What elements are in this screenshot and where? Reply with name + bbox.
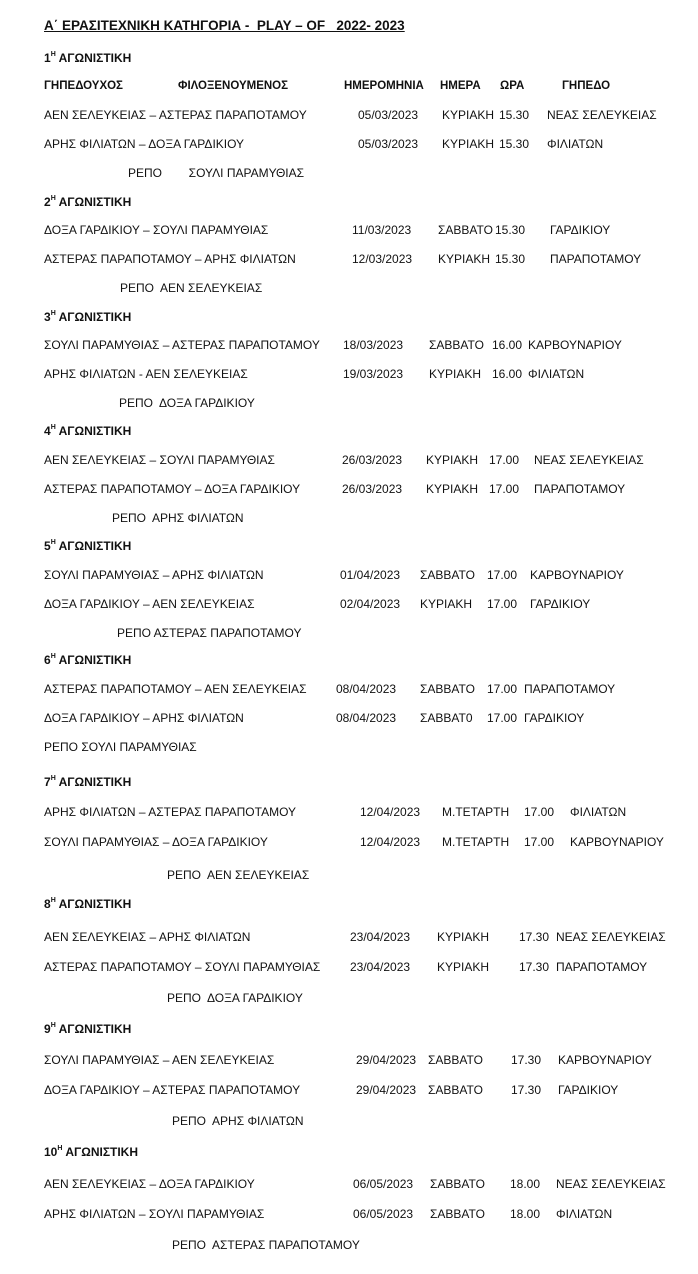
match-day: ΚΥΡΙΑΚΗ [429, 367, 482, 381]
match-stadium: ΓΑΡΔΙΚΙΟΥ [558, 1083, 619, 1097]
header-date: ΗΜΕΡΟΜΗΝΙΑ [344, 80, 424, 92]
match-row [44, 1177, 684, 1193]
match-day: ΚΥΡΙΑΚΗ [426, 453, 479, 467]
match-date: 08/04/2023 [336, 682, 397, 696]
round-heading [44, 424, 131, 438]
round-number: 1 [44, 51, 51, 65]
match-day: ΣΑΒΒΑΤΟ [429, 338, 484, 352]
match-date: 19/03/2023 [343, 367, 404, 381]
match-stadium: ΦΙΛΙΑΤΩΝ [570, 805, 627, 819]
match-row [44, 482, 684, 498]
match-teams: ΑΡΗΣ ΦΙΛΙΑΤΩΝ – ΑΣΤΕΡΑΣ ΠΑΡΑΠΟΤΑΜΟΥ [44, 805, 297, 819]
match-stadium: ΠΑΡΑΠΟΤΑΜΟΥ [534, 482, 626, 496]
match-row [44, 1207, 684, 1223]
match-day: ΣΑΒΒΑΤΟ [420, 682, 475, 696]
bye-team: ΡΕΠΟ ΑΕΝ ΣΕΛΕΥΚΕΙΑΣ [167, 868, 310, 882]
match-teams: ΑΣΤΕΡΑΣ ΠΑΡΑΠΟΤΑΜΟΥ – ΑΡΗΣ ΦΙΛΙΑΤΩΝ [44, 252, 296, 266]
match-day: ΚΥΡΙΑΚΗ [420, 597, 473, 611]
round-label: ΑΓΩΝΙΣΤΙΚΗ [58, 653, 132, 667]
match-row [44, 223, 684, 239]
match-time: 16.00 [492, 338, 523, 352]
match-date: 12/03/2023 [352, 252, 413, 266]
match-time: 18.00 [510, 1177, 541, 1191]
round-heading [44, 539, 131, 553]
match-time: 17.00 [487, 711, 518, 725]
match-date: 29/04/2023 [356, 1053, 417, 1067]
match-row [44, 930, 684, 946]
match-row [44, 108, 684, 124]
match-row [44, 1053, 684, 1069]
match-stadium: ΝΕΑΣ ΣΕΛΕΥΚΕΙΑΣ [547, 108, 657, 122]
match-row [44, 711, 684, 727]
round-heading [44, 310, 131, 324]
match-date: 02/04/2023 [340, 597, 401, 611]
round-superscript: Η [50, 539, 56, 546]
round-superscript: Η [50, 424, 56, 431]
round-superscript: Η [50, 310, 56, 317]
match-stadium: ΓΑΡΔΙΚΙΟΥ [530, 597, 591, 611]
match-teams: ΣΟΥΛΙ ΠΑΡΑΜΥΘΙΑΣ – ΑΣΤΕΡΑΣ ΠΑΡΑΠΟΤΑΜΟΥ [44, 338, 320, 352]
round-superscript: Η [50, 775, 56, 782]
round-number: 8 [44, 897, 51, 911]
bye-team: ΡΕΠΟ ΔΟΞΑ ΓΑΡΔΙΚΙΟΥ [167, 991, 303, 1005]
match-day: ΚΥΡΙΑΚΗ [438, 252, 491, 266]
match-teams: ΑΣΤΕΡΑΣ ΠΑΡΑΠΟΤΑΜΟΥ – ΑΕΝ ΣΕΛΕΥΚΕΙΑΣ [44, 682, 307, 696]
round-superscript: Η [57, 1145, 63, 1152]
match-date: 08/04/2023 [336, 711, 397, 725]
match-time: 17.30 [511, 1053, 542, 1067]
match-date: 23/04/2023 [350, 960, 411, 974]
round-superscript: Η [50, 897, 56, 904]
match-row [44, 682, 684, 698]
bye-team: ΡΕΠΟ ΣΟΥΛΙ ΠΑΡΑΜΥΘΙΑΣ [44, 740, 197, 754]
match-stadium: ΝΕΑΣ ΣΕΛΕΥΚΕΙΑΣ [556, 1177, 666, 1191]
match-stadium: ΓΑΡΔΙΚΙΟΥ [524, 711, 585, 725]
match-stadium: ΚΑΡΒΟΥΝΑΡΙΟΥ [530, 568, 624, 582]
bye-team: ΡΕΠΟ ΑΡΗΣ ΦΙΛΙΑΤΩΝ [112, 511, 244, 525]
match-time: 15.30 [499, 137, 530, 151]
match-day: ΚΥΡΙΑΚΗ [437, 930, 490, 944]
match-teams: ΔΟΞΑ ΓΑΡΔΙΚΙΟΥ – ΑΣΤΕΡΑΣ ΠΑΡΑΠΟΤΑΜΟΥ [44, 1083, 301, 1097]
match-date: 18/03/2023 [343, 338, 404, 352]
bye-team: ΡΕΠΟ ΑΕΝ ΣΕΛΕΥΚΕΙΑΣ [120, 281, 263, 295]
match-teams: ΑΡΗΣ ΦΙΛΙΑΤΩΝ - ΑΕΝ ΣΕΛΕΥΚΕΙΑΣ [44, 367, 248, 381]
header-stadium: ΓΗΠΕΔΟ [562, 80, 611, 92]
match-stadium: ΚΑΡΒΟΥΝΑΡΙΟΥ [570, 835, 664, 849]
match-day: ΚΥΡΙΑΚΗ [437, 960, 490, 974]
match-stadium: ΝΕΑΣ ΣΕΛΕΥΚΕΙΑΣ [556, 930, 666, 944]
match-stadium: ΚΑΡΒΟΥΝΑΡΙΟΥ [528, 338, 622, 352]
match-teams: ΔΟΞΑ ΓΑΡΔΙΚΙΟΥ – ΣΟΥΛΙ ΠΑΡΑΜΥΘΙΑΣ [44, 223, 269, 237]
round-superscript: Η [50, 653, 56, 660]
header-day: ΗΜΕΡΑ [440, 80, 481, 92]
bye-team: ΡΕΠΟ ΣΟΥΛΙ ΠΑΡΑΜΥΘΙΑΣ [128, 166, 305, 180]
round-heading [44, 897, 131, 911]
round-number: 10 [44, 1145, 58, 1159]
round-number: 2 [44, 195, 51, 209]
match-stadium: ΦΙΛΙΑΤΩΝ [556, 1207, 613, 1221]
match-day: ΣΑΒΒΑΤΟ [430, 1177, 485, 1191]
round-heading [44, 775, 131, 789]
match-time: 15.30 [495, 223, 526, 237]
round-number: 3 [44, 310, 51, 324]
match-stadium: ΠΑΡΑΠΟΤΑΜΟΥ [550, 252, 642, 266]
match-stadium: ΓΑΡΔΙΚΙΟΥ [550, 223, 611, 237]
match-time: 15.30 [495, 252, 526, 266]
match-day: ΣΑΒΒΑΤΟ [420, 568, 475, 582]
match-stadium: ΦΙΛΙΑΤΩΝ [528, 367, 585, 381]
round-label: ΑΓΩΝΙΣΤΙΚΗ [58, 897, 132, 911]
match-teams: ΑΕΝ ΣΕΛΕΥΚΕΙΑΣ – ΔΟΞΑ ΓΑΡΔΙΚΙΟΥ [44, 1177, 255, 1191]
match-time: 18.00 [510, 1207, 541, 1221]
header-home: ΓΗΠΕΔΟΥΧΟΣ [44, 80, 123, 92]
round-number: 4 [44, 424, 51, 438]
bye-team: ΡΕΠΟ ΑΣΤΕΡΑΣ ΠΑΡΑΠΟΤΑΜΟΥ [172, 1238, 360, 1252]
round-number: 5 [44, 539, 51, 553]
round-label: ΑΓΩΝΙΣΤΙΚΗ [58, 1022, 132, 1036]
match-row [44, 805, 684, 821]
match-date: 06/05/2023 [353, 1207, 414, 1221]
match-row [44, 960, 684, 976]
match-date: 06/05/2023 [353, 1177, 414, 1191]
match-date: 01/04/2023 [340, 568, 401, 582]
match-day: ΚΥΡΙΑΚΗ [442, 137, 495, 151]
match-time: 17.00 [487, 597, 518, 611]
match-row [44, 835, 684, 851]
match-stadium: ΚΑΡΒΟΥΝΑΡΙΟΥ [558, 1053, 652, 1067]
match-time: 17.00 [487, 568, 518, 582]
match-time: 17.00 [524, 805, 555, 819]
match-teams: ΔΟΞΑ ΓΑΡΔΙΚΙΟΥ – ΑΡΗΣ ΦΙΛΙΑΤΩΝ [44, 711, 244, 725]
match-teams: ΑΕΝ ΣΕΛΕΥΚΕΙΑΣ – ΑΡΗΣ ΦΙΛΙΑΤΩΝ [44, 930, 251, 944]
match-row [44, 453, 684, 469]
round-heading [44, 1145, 138, 1159]
round-superscript: Η [50, 195, 56, 202]
match-row [44, 1083, 684, 1099]
match-stadium: ΦΙΛΙΑΤΩΝ [547, 137, 604, 151]
match-row [44, 252, 684, 268]
match-time: 17.00 [524, 835, 555, 849]
match-time: 17.00 [489, 482, 520, 496]
match-teams: ΣΟΥΛΙ ΠΑΡΑΜΥΘΙΑΣ – ΔΟΞΑ ΓΑΡΔΙΚΙΟΥ [44, 835, 268, 849]
round-label: ΑΓΩΝΙΣΤΙΚΗ [58, 775, 132, 789]
page-title: Α΄ ΕΡΑΣΙΤΕΧΝΙΚΗ ΚΑΤΗΓΟΡΙΑ - PLAY – OF 2022- 2023 [44, 18, 405, 33]
match-teams: ΑΡΗΣ ΦΙΛΙΑΤΩΝ – ΔΟΞΑ ΓΑΡΔΙΚΙΟΥ [44, 137, 245, 151]
match-date: 12/04/2023 [360, 835, 421, 849]
header-time: ΩΡΑ [500, 80, 525, 92]
match-teams: ΑΣΤΕΡΑΣ ΠΑΡΑΠΟΤΑΜΟΥ – ΔΟΞΑ ΓΑΡΔΙΚΙΟΥ [44, 482, 301, 496]
match-day: Μ.ΤΕΤΑΡΤΗ [442, 805, 510, 819]
match-teams: ΑΡΗΣ ΦΙΛΙΑΤΩΝ – ΣΟΥΛΙ ΠΑΡΑΜΥΘΙΑΣ [44, 1207, 265, 1221]
round-superscript: Η [50, 51, 56, 58]
match-time: 15.30 [499, 108, 530, 122]
match-row [44, 137, 684, 153]
round-number: 6 [44, 653, 51, 667]
round-number: 9 [44, 1022, 51, 1036]
match-date: 23/04/2023 [350, 930, 411, 944]
match-row [44, 338, 684, 354]
match-time: 17.00 [489, 453, 520, 467]
match-time: 17.30 [519, 960, 550, 974]
match-row [44, 568, 684, 584]
round-label: ΑΓΩΝΙΣΤΙΚΗ [58, 310, 132, 324]
round-heading [44, 653, 131, 667]
match-date: 26/03/2023 [342, 453, 403, 467]
round-label: ΑΓΩΝΙΣΤΙΚΗ [65, 1145, 139, 1159]
match-date: 05/03/2023 [358, 137, 419, 151]
match-teams: ΑΕΝ ΣΕΛΕΥΚΕΙΑΣ – ΣΟΥΛΙ ΠΑΡΑΜΥΘΙΑΣ [44, 453, 275, 467]
match-day: Μ.ΤΕΤΑΡΤΗ [442, 835, 510, 849]
round-superscript: Η [50, 1022, 56, 1029]
bye-team: ΡΕΠΟ ΑΣΤΕΡΑΣ ΠΑΡΑΠΟΤΑΜΟΥ [117, 626, 302, 640]
round-label: ΑΓΩΝΙΣΤΙΚΗ [58, 195, 132, 209]
match-row [44, 367, 684, 383]
round-heading [44, 51, 131, 65]
match-day: ΣΑΒΒΑΤΟ [428, 1053, 483, 1067]
match-stadium: ΝΕΑΣ ΣΕΛΕΥΚΕΙΑΣ [534, 453, 644, 467]
header-away: ΦΙΛΟΞΕΝΟΥΜΕΝΟΣ [178, 80, 289, 92]
match-teams: ΣΟΥΛΙ ΠΑΡΑΜΥΘΙΑΣ – ΑΕΝ ΣΕΛΕΥΚΕΙΑΣ [44, 1053, 275, 1067]
bye-team: ΡΕΠΟ ΑΡΗΣ ΦΙΛΙΑΤΩΝ [172, 1114, 304, 1128]
match-day: ΣΑΒΒΑΤΟ [430, 1207, 485, 1221]
bye-team: ΡΕΠΟ ΔΟΞΑ ΓΑΡΔΙΚΙΟΥ [119, 396, 255, 410]
match-teams: ΣΟΥΛΙ ΠΑΡΑΜΥΘΙΑΣ – ΑΡΗΣ ΦΙΛΙΑΤΩΝ [44, 568, 264, 582]
match-teams: ΑΕΝ ΣΕΛΕΥΚΕΙΑΣ – ΑΣΤΕΡΑΣ ΠΑΡΑΠΟΤΑΜΟΥ [44, 108, 307, 122]
match-stadium: ΠΑΡΑΠΟΤΑΜΟΥ [524, 682, 616, 696]
round-label: ΑΓΩΝΙΣΤΙΚΗ [58, 539, 132, 553]
match-time: 17.30 [511, 1083, 542, 1097]
match-date: 12/04/2023 [360, 805, 421, 819]
match-time: 17.30 [519, 930, 550, 944]
match-teams: ΑΣΤΕΡΑΣ ΠΑΡΑΠΟΤΑΜΟΥ – ΣΟΥΛΙ ΠΑΡΑΜΥΘΙΑΣ [44, 960, 321, 974]
column-header-row [44, 80, 684, 96]
match-day: ΣΑΒΒΑΤΟ [438, 223, 493, 237]
match-date: 05/03/2023 [358, 108, 419, 122]
match-date: 26/03/2023 [342, 482, 403, 496]
match-day: ΣΑΒΒΑΤ0 [420, 711, 473, 725]
round-label: ΑΓΩΝΙΣΤΙΚΗ [58, 424, 132, 438]
match-day: ΚΥΡΙΑΚΗ [426, 482, 479, 496]
round-heading [44, 195, 131, 209]
match-teams: ΔΟΞΑ ΓΑΡΔΙΚΙΟΥ – ΑΕΝ ΣΕΛΕΥΚΕΙΑΣ [44, 597, 255, 611]
match-time: 17.00 [487, 682, 518, 696]
match-date: 29/04/2023 [356, 1083, 417, 1097]
match-time: 16.00 [492, 367, 523, 381]
round-number: 7 [44, 775, 51, 789]
round-heading [44, 1022, 131, 1036]
match-date: 11/03/2023 [352, 223, 412, 237]
match-row [44, 597, 684, 613]
match-stadium: ΠΑΡΑΠΟΤΑΜΟΥ [556, 960, 648, 974]
round-label: ΑΓΩΝΙΣΤΙΚΗ [58, 51, 132, 65]
match-day: ΣΑΒΒΑΤΟ [428, 1083, 483, 1097]
match-day: ΚΥΡΙΑΚΗ [442, 108, 495, 122]
